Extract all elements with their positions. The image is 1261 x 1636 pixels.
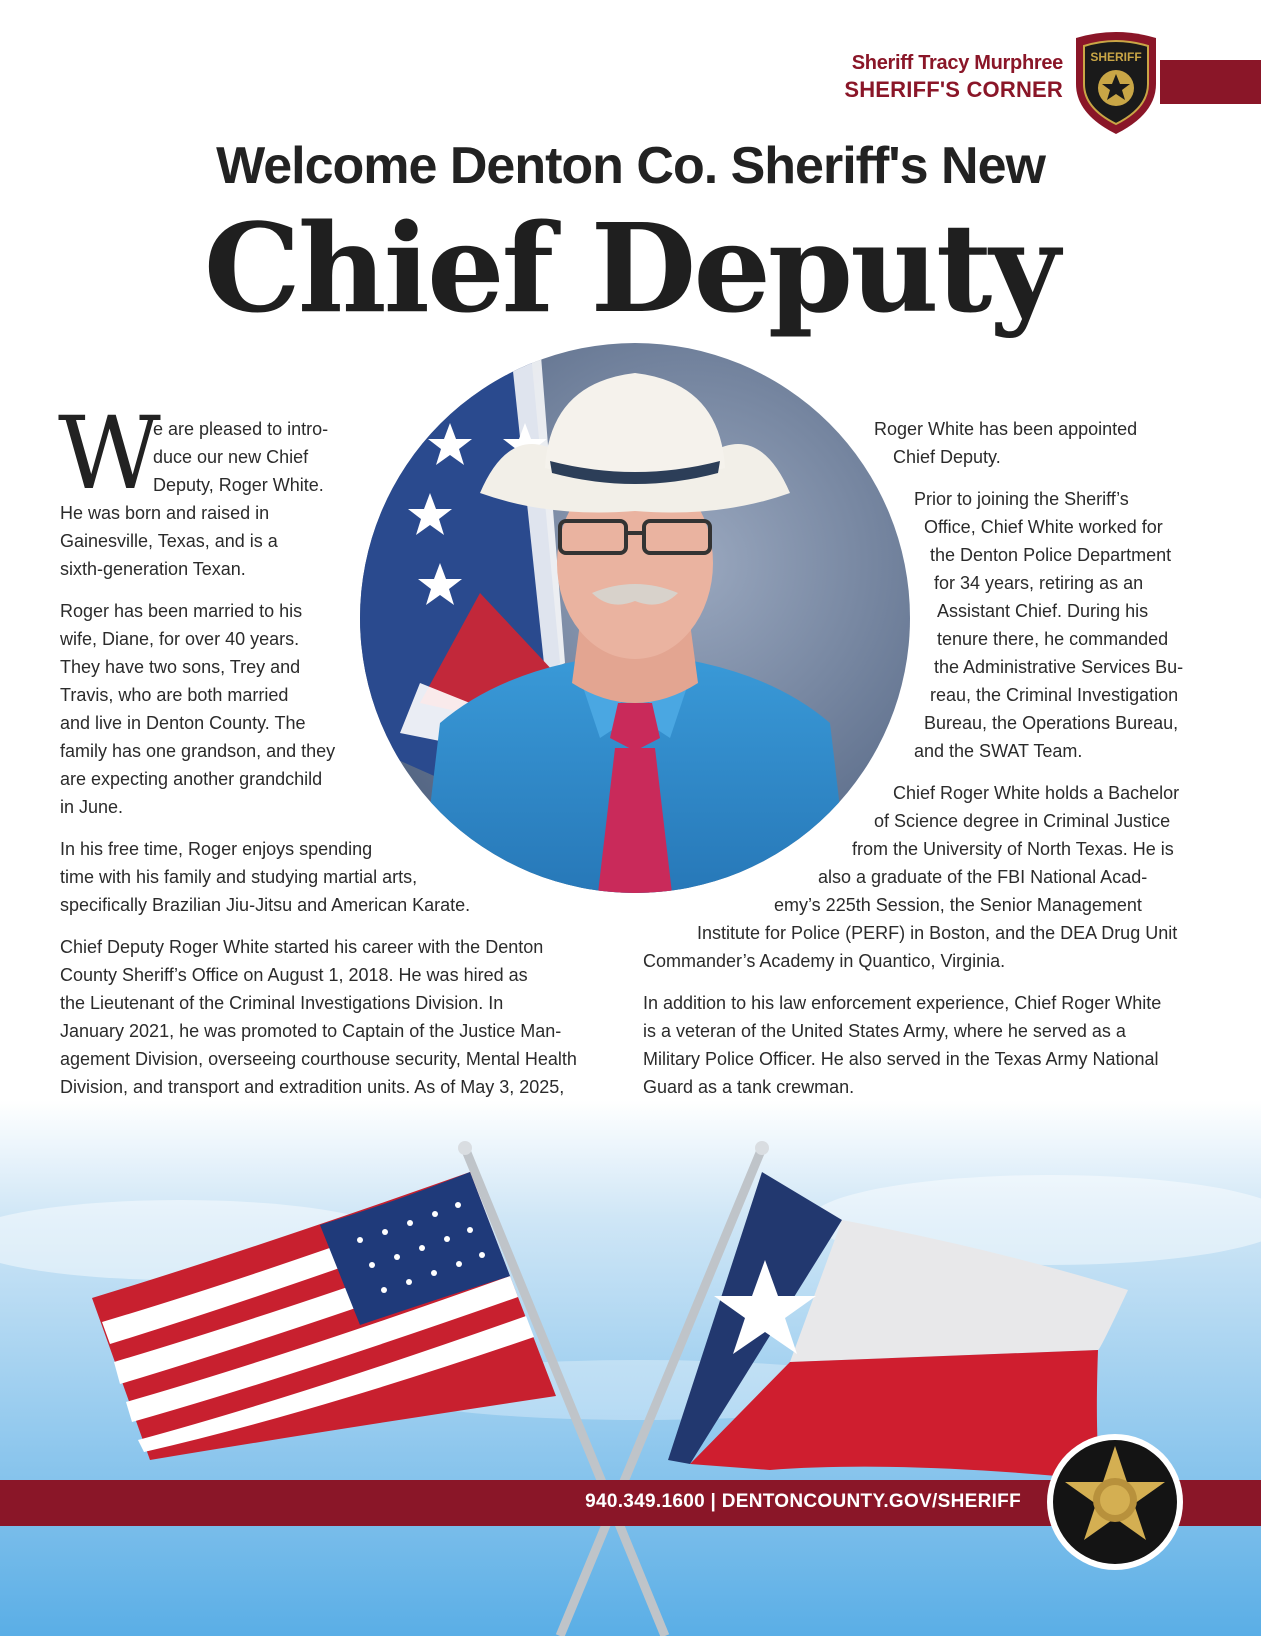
drop-cap: W xyxy=(58,395,161,512)
article-line: Guard as a tank crewman. xyxy=(643,1077,855,1097)
article-line: Roger White has been appointed xyxy=(874,419,1138,439)
sheriff-star-badge-icon xyxy=(1045,1432,1185,1572)
badge-label: SHERIFF xyxy=(1090,50,1142,64)
article-line: Commander’s Academy in Quantico, Virginia. xyxy=(643,951,1006,971)
article-line: emy’s 225th Session, the Senior Management xyxy=(774,895,1142,915)
article-line: Roger has been married to his xyxy=(60,601,303,621)
article-line: Deputy, Roger White. xyxy=(153,475,324,495)
article-line: In addition to his law enforcement experience, Chief Roger White xyxy=(643,993,1162,1013)
article-line: family has one grandson, and they xyxy=(60,741,336,761)
footer-contact: 940.349.1600 | DENTONCOUNTY.GOV/SHERIFF xyxy=(585,1491,1021,1512)
sheriff-shield-icon xyxy=(1068,28,1164,136)
section-name: SHERIFF'S CORNER xyxy=(844,77,1063,102)
article-line: is a veteran of the United States Army, where he served as a xyxy=(643,1021,1126,1041)
article-line: wife, Diane, for over 40 years. xyxy=(60,629,300,649)
article-line: also a graduate of the FBI National Acad- xyxy=(818,867,1148,887)
article-line: time with his family and studying martial arts, xyxy=(60,867,418,887)
article-line: Office, Chief White worked for xyxy=(924,517,1163,537)
article-line: He was born and raised in xyxy=(60,503,270,523)
article-line: specifically Brazilian Jiu-Jitsu and American Karate. xyxy=(60,895,471,915)
article-line: Assistant Chief. During his xyxy=(937,601,1149,621)
article-line: and live in Denton County. The xyxy=(60,713,306,733)
article-line: of Science degree in Criminal Justice xyxy=(874,811,1171,831)
article-line: the Lieutenant of the Criminal Investigations Division. In xyxy=(60,993,504,1013)
article-line: sixth-generation Texan. xyxy=(60,559,246,579)
article-line: January 2021, he was promoted to Captain of the Justice Man- xyxy=(60,1021,562,1041)
article-line: Division, and transport and extradition units. As of May 3, 2025, xyxy=(60,1077,565,1097)
article-line: Travis, who are both married xyxy=(60,685,289,705)
header-accent-bar xyxy=(1160,60,1261,104)
article-line: Institute for Police (PERF) in Boston, and the DEA Drug Unit xyxy=(697,923,1178,943)
article-line: Gainesville, Texas, and is a xyxy=(60,531,278,551)
article-line: agement Division, overseeing courthouse security, Mental Health xyxy=(60,1049,577,1069)
article-line: Chief Deputy Roger White started his career with the Denton xyxy=(60,937,544,957)
article-line: reau, the Criminal Investigation xyxy=(930,685,1179,705)
article-line: Chief Roger White holds a Bachelor xyxy=(893,783,1180,803)
article-line: for 34 years, retiring as an xyxy=(934,573,1144,593)
article-line: Military Police Officer. He also served in the Texas Army National xyxy=(643,1049,1159,1069)
headline-welcome: Welcome Denton Co. Sheriff's New xyxy=(216,137,1045,195)
article-line: Chief Deputy. xyxy=(893,447,1001,467)
article-line: in June. xyxy=(60,797,124,817)
article-line: In his free time, Roger enjoys spending xyxy=(60,839,373,859)
article-line: Prior to joining the Sheriff’s xyxy=(914,489,1129,509)
article-line: Bureau, the Operations Bureau, xyxy=(924,713,1179,733)
article-line: duce our new Chief xyxy=(153,447,309,467)
article-line: tenure there, he commanded xyxy=(937,629,1169,649)
article-line: They have two sons, Trey and xyxy=(60,657,301,677)
article-line: County Sheriff’s Office on August 1, 2018. He was hired as xyxy=(60,965,528,985)
article-line: e are pleased to intro- xyxy=(153,419,329,439)
article-line: are expecting another grandchild xyxy=(60,769,323,789)
headline-chief-deputy: Chief Deputy xyxy=(203,196,1058,340)
chief-deputy-portrait xyxy=(360,343,910,893)
article-line: the Denton Police Department xyxy=(930,545,1172,565)
article-line: and the SWAT Team. xyxy=(914,741,1083,761)
header-title-block xyxy=(844,52,1063,103)
article-line: from the University of North Texas. He is xyxy=(852,839,1174,859)
sheriff-name: Sheriff Tracy Murphree xyxy=(851,52,1063,74)
article-line: the Administrative Services Bu- xyxy=(934,657,1184,677)
